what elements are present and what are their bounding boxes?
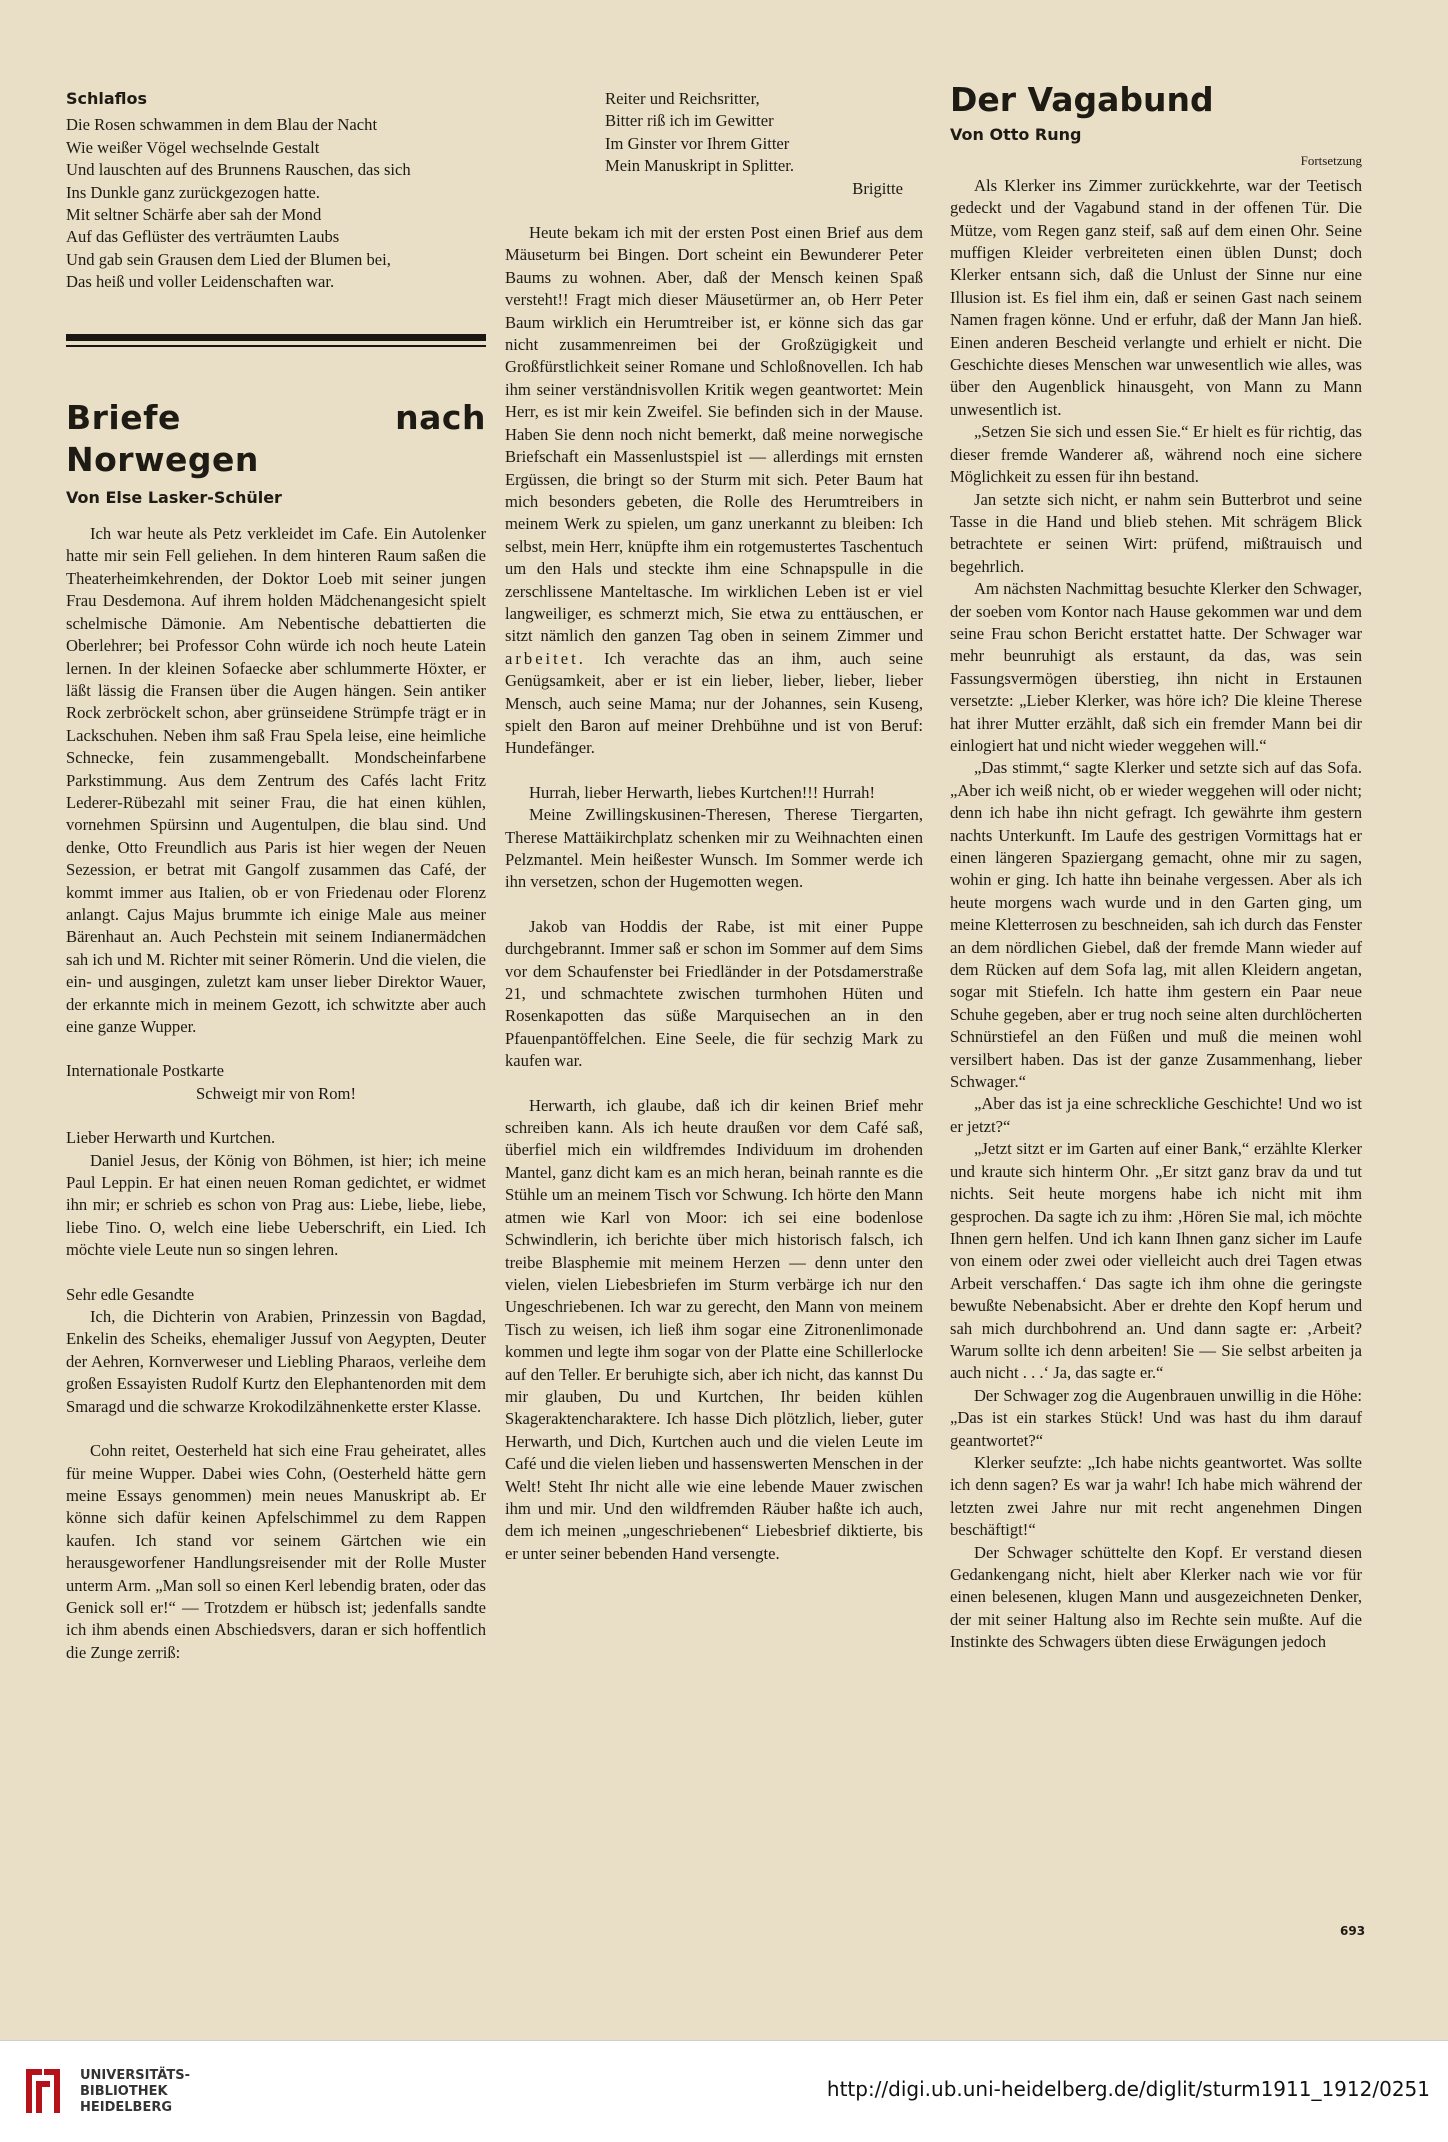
article-title-vagabund: Der Vagabund	[950, 80, 1214, 119]
poem-schlaflos	[66, 114, 486, 293]
paragraph: Jan setzte sich nicht, er nahm sein Butterbrot und seine Tasse in die Hand und blieb stehen. Mit schrägem Blick betrachtete er seinen Wirt: prüfend, mißtrauisch und begehrlich.	[950, 489, 1362, 576]
verse-line: Im Ginster vor Ihrem Gitter	[605, 133, 790, 153]
paragraph-text: Heute bekam ich mit der ersten Post einen Brief aus dem Mäuseturm bei Bingen. Dort scheint ein Bewunderer Peter Baums zu wohnen. Aber, daß der Mensch keinen Spaß versteht!! Fragt mich dieser Mäusetürmer an, ob Herr Peter Baum wirklich ein Herumtreiber ist, er könne sich das gar nicht zusammenreimen bei der Großzügigkeit und Großfürstlichkeit seiner Romane und Schloßnovellen. Ich hab ihm seiner verständnisvollen Kritik wegen geantwortet: Mein Herr, es ist mir kein Zweifel. Sie befinden sich in der Mause. Haben Sie denn noch nicht bemerkt, daß meine norwegische Briefschaft ein Massenlustspiel ist — allerdings mit ernsten Ergüssen, die bringt so der Sturm mit sich. Peter Baum hat mich besonders gebeten, die Rolle des Herumtreibers in meinem Werk zu spielen, um ganz unerkannt zu bleiben: Ich selbst, mein Herr, knüpfte ihm ein rotgemustertes Taschentuch um den Hals und steckte ihm eine Schnapspulle in die zerschlissene Manteltasche. Im wirklichen Leben ist er viel langweiliger, es schmerzt mich, Sie etwa zu enttäuschen, er sitzt nämlich den ganzen Tag oben in seinem Zimmer und	[505, 223, 923, 646]
postcard-text: Schweigt mir von Rom!	[196, 1083, 356, 1103]
column-right	[950, 80, 1362, 1654]
poem-line: Und lauschten auf des Brunnens Rauschen, das sich	[66, 160, 411, 180]
column-middle	[505, 88, 923, 1565]
paragraph-text: Ich verachte das an ihm, auch seine Genügsamkeit, aber er ist ein lieber, lieber, lieber, lieber Mensch, auch seine Mama; nur der Johannes, sein Kuseng, spielt den Baron auf meiner Drehbühne und ist von Beruf: Hundefänger.	[505, 648, 923, 758]
paragraph: Meine Zwillingskusinen-Theresen, Therese Tiergarten, Therese Mattäikirchplatz schenken mir zu Weihnachten einen Pelzmantel. Mein heißester Wunsch. Im Sommer werde ich ihn versetzen, schon der Hugemotten wegen.	[505, 805, 923, 892]
verse-line: Mein Manuskript in Splitter.	[605, 156, 794, 176]
university-logo-icon	[18, 2063, 68, 2119]
paragraph: Cohn reitet, Oesterheld hat sich eine Frau geheiratet, alles für meine Wupper. Dabei wies Cohn, (Oesterheld hätte gern meine Essays genommen) mein neues Manuskript ab. Er könne sich dafür keinen Apfelschimmel zu dem Rappen kaufen. Ich stand vor seinem Gärtchen wie ein herausgeworfener Handlungsreisender mit der Rolle Muster unterm Arm. „Man soll so einen Kerl lebendig braten, oder das Genick soll er!“ — Trotzdem er hübsch ist; jedenfalls sandte ich ihm abends einen Abschiedsvers, daran er sich hoffentlich die Zunge zerriß:	[66, 1441, 486, 1662]
paragraph: Der Schwager zog die Augenbrauen unwillig in die Höhe: „Das ist ein starkes Stück! Und was hast du ihm darauf geantwortet?“	[950, 1385, 1362, 1450]
paragraph: Jakob van Hoddis der Rabe, ist mit einer Puppe durchgebrannt. Immer saß er schon im Sommer auf dem Sims vor dem Schaufenster bei Friedländer in der Potsdamerstraße 21, und schmachtete zwischen turmhohen Hüten und Rosenkapotten das süße Marquisechen an in den Pfauenpantöffelchen. Eine Seele, die für sechzig Mark zu kaufen war.	[505, 916, 923, 1071]
poem-line: Wie weißer Vögel wechselnde Gestalt	[66, 137, 320, 157]
greeting: Hurrah, lieber Herwarth, liebes Kurtchen!!! Hurrah!	[529, 782, 876, 802]
poem-line: Auf das Geflüster des verträumten Laubs	[66, 227, 340, 247]
paragraph: „Jetzt sitzt er im Garten auf einer Bank,“ erzählte Klerker und kraute sich hinterm Ohr. „Er sitzt ganz brav da und tut nichts. Seit heute morgens habe ich nicht mit ihm gesprochen. Da sagte ich zu ihm: ‚Hören Sie mal, ich möchte Ihnen gern helfen. Und ich kann Ihnen ganz sicher im Laufe von einem oder zwei oder vielleicht auch drei Tagen etwas Arbeit verschaffen.‘ Das sagte ich ihm ohne die geringste bewußte Nebenabsicht. Aber er drehte den Kopf herum und sah mich durchbohrend an. Und dann sagte er: ‚Arbeit? Warum sollte ich denn arbeiten! Sie — Sie selbst arbeiten ja auch nicht . . .‘ Ja, das sagte er.“	[950, 1139, 1362, 1383]
verse	[505, 88, 923, 178]
paragraph	[505, 222, 923, 760]
paragraph: Ich war heute als Petz verkleidet im Cafe. Ein Autolenker hatte mir sein Fell geliehen. In dem hinteren Raum saßen die Theaterheimkehrenden, der Doktor Loeb mit seiner jungen Frau Desdemona. Auf ihrem holden Mädchenangesicht spielt schelmische Dämonie. Am Nebentische debattierten die Oberlehrer; bei Professor Cohn würde ich noch heute Latein lernen. In der kleinen Sofaecke aber schlummerte Höxter, er läßt lässig die Fransen über die Augen hängen. Sein antiker Rock zerbröckelt schon, aber grünseidene Strümpfe trägt er in Lackschuhen. Neben ihm saß Frau Spela leise, eine heimliche Schnecke, fein zusammengeballt. Mondscheinfarbene Parkstimmung. Aus dem Zentrum des Cafés lacht Fritz Lederer-Rübezahl mit seiner Frau, die hat einen kühlen, vornehmen Spürsinn und Augentulpen, die blau sind. Und denke, Otto Freundlich aus Paris ist hier wegen der Neuen Sezession, er betrat mit Gangolf zusammen das Café, der kommt immer aus Italien, ob er von Friedenau oder Florenz anlangt. Cajus Majus brummte ich einige Male aus meiner Bärenhaut an. Auch Pechstein mit seinem Indianermädchen sah ich und M. Richter mit seiner Römerin. Und die vielen, die ein- und ausgingen, zuletzt kam unser lieber Direktor Wauer, der erkannte mich in meinem Gezott, ich schwitzte aber auch eine ganze Wupper.	[66, 524, 486, 1036]
paragraph: Klerker seufzte: „Ich habe nichts geantwortet. Was sollte ich denn sagen? Es war ja wahr! Ich habe mich während der letzten zwei Jahre nur mit recht angenehmen Dingen beschäftigt!“	[950, 1452, 1362, 1540]
signature: Brigitte	[852, 178, 903, 198]
paragraph: Der Schwager schüttelte den Kopf. Er verstand diesen Gedankengang nicht, hielt aber Klerker nach wie vor für einen belesenen, klugen Mann und ausgezeichneten Denker, der mit seiner Haltung also im Rechte sein mußte. Auf die Instinkte des Schwagers übten diese Erwägungen jedoch	[950, 1542, 1362, 1652]
library-name-line: HEIDELBERG	[80, 2100, 173, 2115]
library-name-line: BIBLIOTHEK	[80, 2084, 168, 2099]
poem-line: Mit seltner Schärfe aber sah der Mond	[66, 205, 322, 225]
postcard-label: Internationale Postkarte	[66, 1061, 225, 1081]
paragraph: Herwarth, ich glaube, daß ich dir keinen Brief mehr schreiben kann. Als ich heute draußen vor dem Café saß, überfiel mich ein wildfremdes Individuum im drohenden Mantel, ganz dicht kam es an mich heran, beinah rannte es die Stühle um an meinem Tisch vor Schwung. Ich hörte den Mann atmen wie Karl von Moor: ich sei eine bodenlose Schwindlerin, ich berichte über mich historisch falsch, ich treibe Blasphemie mit meinem Herzen — denn unter den vielen, vielen Liebesbriefen im Sturm verbärge ich nur den Ungeschriebenen. Ich war zu gerecht, den Mann von meinem Tisch zu weisen, ich ließ ihm sogar eine Zitronenlimonade kommen und legte ihm sogar von der Platte eine Schillerlocke auf den Teller. Er beruhigte sich, aber ich nicht, das kannst Du mir glauben, Du und Kurtchen, Ihr beiden kühlen Skageraktencharaktere. Ich hasse Dich plötzlich, lieber, guter Herwarth, und Dich, Kurtchen auch und die vielen Leute im Café und die vielen lieben und hassenswerten Menschen in der Welt! Steht Ihr nicht alle wie eine lebende Mauer zwischen ihm und mir. Und den wildfremden Räuber haßte ich auch, dem ich meinen „ungeschriebenen“ Liebesbrief diktierte, bis er unter seiner bebenden Hand versengte.	[505, 1095, 923, 1563]
paragraph: Als Klerker ins Zimmer zurückkehrte, war der Teetisch gedeckt und der Vagabund stand in der offenen Tür. Die Mütze, vom Regen ganz steif, saß auf dem einen Ohr. Seine muffigen Kleider verbreiteten einen üblen Dunst; doch Klerker entsann sich, daß die Unlust der Sinne nur eine Illusion ist. Es fiel ihm ein, daß er seinen Gast nach seinem Namen fragen könne. Und er erfuhr, daß der Mann Jan hieß. Einen anderen Bescheid verlangte und erhielt er nicht. Die Geschichte dieses Menschen war unwesentlich wie alles, was über den Augenblick hinausgeht, von Mann zu Mann unwesentlich ist.	[950, 175, 1362, 419]
divider-thick	[66, 334, 486, 341]
poem-line: Und gab sein Grausen dem Lied der Blumen bei,	[66, 249, 391, 269]
poem-line: Die Rosen schwammen in dem Blau der Nacht	[66, 115, 378, 135]
salutation: Lieber Herwarth und Kurtchen.	[66, 1128, 276, 1148]
poem-line: Ins Dunkle ganz zurückgezogen hatte.	[66, 182, 320, 202]
poem-line: Das heiß und voller Leidenschaften war.	[66, 272, 335, 292]
library-name	[80, 2068, 190, 2116]
verse-line: Bitter riß ich im Gewitter	[605, 111, 774, 131]
paragraph: „Das stimmt,“ sagte Klerker und setzte sich auf das Sofa. „Aber ich weiß nicht, ob er wieder weggehen will oder nicht; denn ich habe ihn nicht gefragt. Ich gewährte ihm gestern nachts Unterkunft. Im Laufe des gestrigen Vormittags hat er einen längeren Spaziergang gemacht, ohne mir zu sagen, wohin er ging. Ich hatte ihn beinahe vergessen. Aber als ich heute morgens wach wurde und in den Garten ging, um meine Kletterrosen zu beschneiden, sah ich durch das Fenster an dem nördlichen Giebel, daß der fremde Mann wieder auf dem Rücken auf dem Sofa lag, mit allen Kleidern angetan, sogar mit Stiefeln. Ich hatte ihm gestern ein Paar neue Schuhe gegeben, aber er trug noch seine alten durchlöcherten Schnürstiefel an den Füßen und muß die meinen wohl versilbert haben. Das ist der ganze Zusammenhang, lieber Schwager.“	[950, 758, 1362, 1092]
paragraph: Am nächsten Nachmittag besuchte Klerker den Schwager, der soeben vom Kontor nach Hause gekommen war und dem seine Frau schon Bericht erstattet hatte. Der Schwager war mehr beunruhigt als erstaunt, da das, was sein Fassungsvermögen überstieg, ihn nicht in Erstaunen versetzte: „Lieber Klerker, was höre ich? Die kleine Therese hat ihrer Mutter erzählt, daß sich ein fremder Mann bei dir einlogiert hat und nicht wieder weggehen will.“	[950, 579, 1362, 755]
verse-line: Reiter und Reichsritter,	[605, 89, 760, 108]
salutation: Sehr edle Gesandte	[66, 1284, 195, 1304]
library-name-line: UNIVERSITÄTS-	[80, 2068, 190, 2083]
paragraph: Daniel Jesus, der König von Böhmen, ist hier; ich meine Paul Leppin. Er hat einen neuen Roman gedichtet, er widmet ihn mir; er schrieb es schon von Prag aus: Liebe, liebe, liebe, liebe Tino. O, welch eine liebe Ueberschrift, ein Lied. Ich möchte viele Leute nun so singen lehren.	[66, 1150, 486, 1260]
divider-thin	[66, 345, 486, 347]
poem-title: Schlaflos	[66, 89, 148, 108]
page-number: 693	[1340, 1924, 1366, 1938]
article-title-briefe: Briefe nach Norwegen	[66, 397, 486, 479]
article-byline-briefe: Von Else Lasker-Schüler	[66, 487, 282, 507]
column-left	[66, 88, 486, 1664]
paragraph: „Setzen Sie sich und essen Sie.“ Er hielt es für richtig, das dieser fremde Wanderer aß, während noch eine sichere Möglichkeit zu essen für ihn bestand.	[950, 422, 1362, 487]
article-byline-vagabund: Von Otto Rung	[950, 125, 1082, 144]
emphasized-word: arbeitet.	[505, 648, 586, 668]
continuation-label: Fortsetzung	[1300, 153, 1362, 169]
paragraph: Ich, die Dichterin von Arabien, Prinzessin von Bagdad, Enkelin des Scheiks, ehemaliger Jussuf von Aegypten, Deuter der Aehren, Kornverweser und Liebling Pharaos, verleihe dem großen Essayisten Rudolf Kurtz den Elephantenorden mit dem Smaragd und die schwarze Krokodilzähnenkette erster Klasse.	[66, 1307, 486, 1416]
permalink-url[interactable]: http://digi.ub.uni-heidelberg.de/diglit/sturm1911_1912/0251	[826, 2077, 1430, 2101]
footer-bar	[0, 2040, 1448, 2142]
paragraph: „Aber das ist ja eine schreckliche Geschichte! Und wo ist er jetzt?“	[950, 1094, 1362, 1136]
